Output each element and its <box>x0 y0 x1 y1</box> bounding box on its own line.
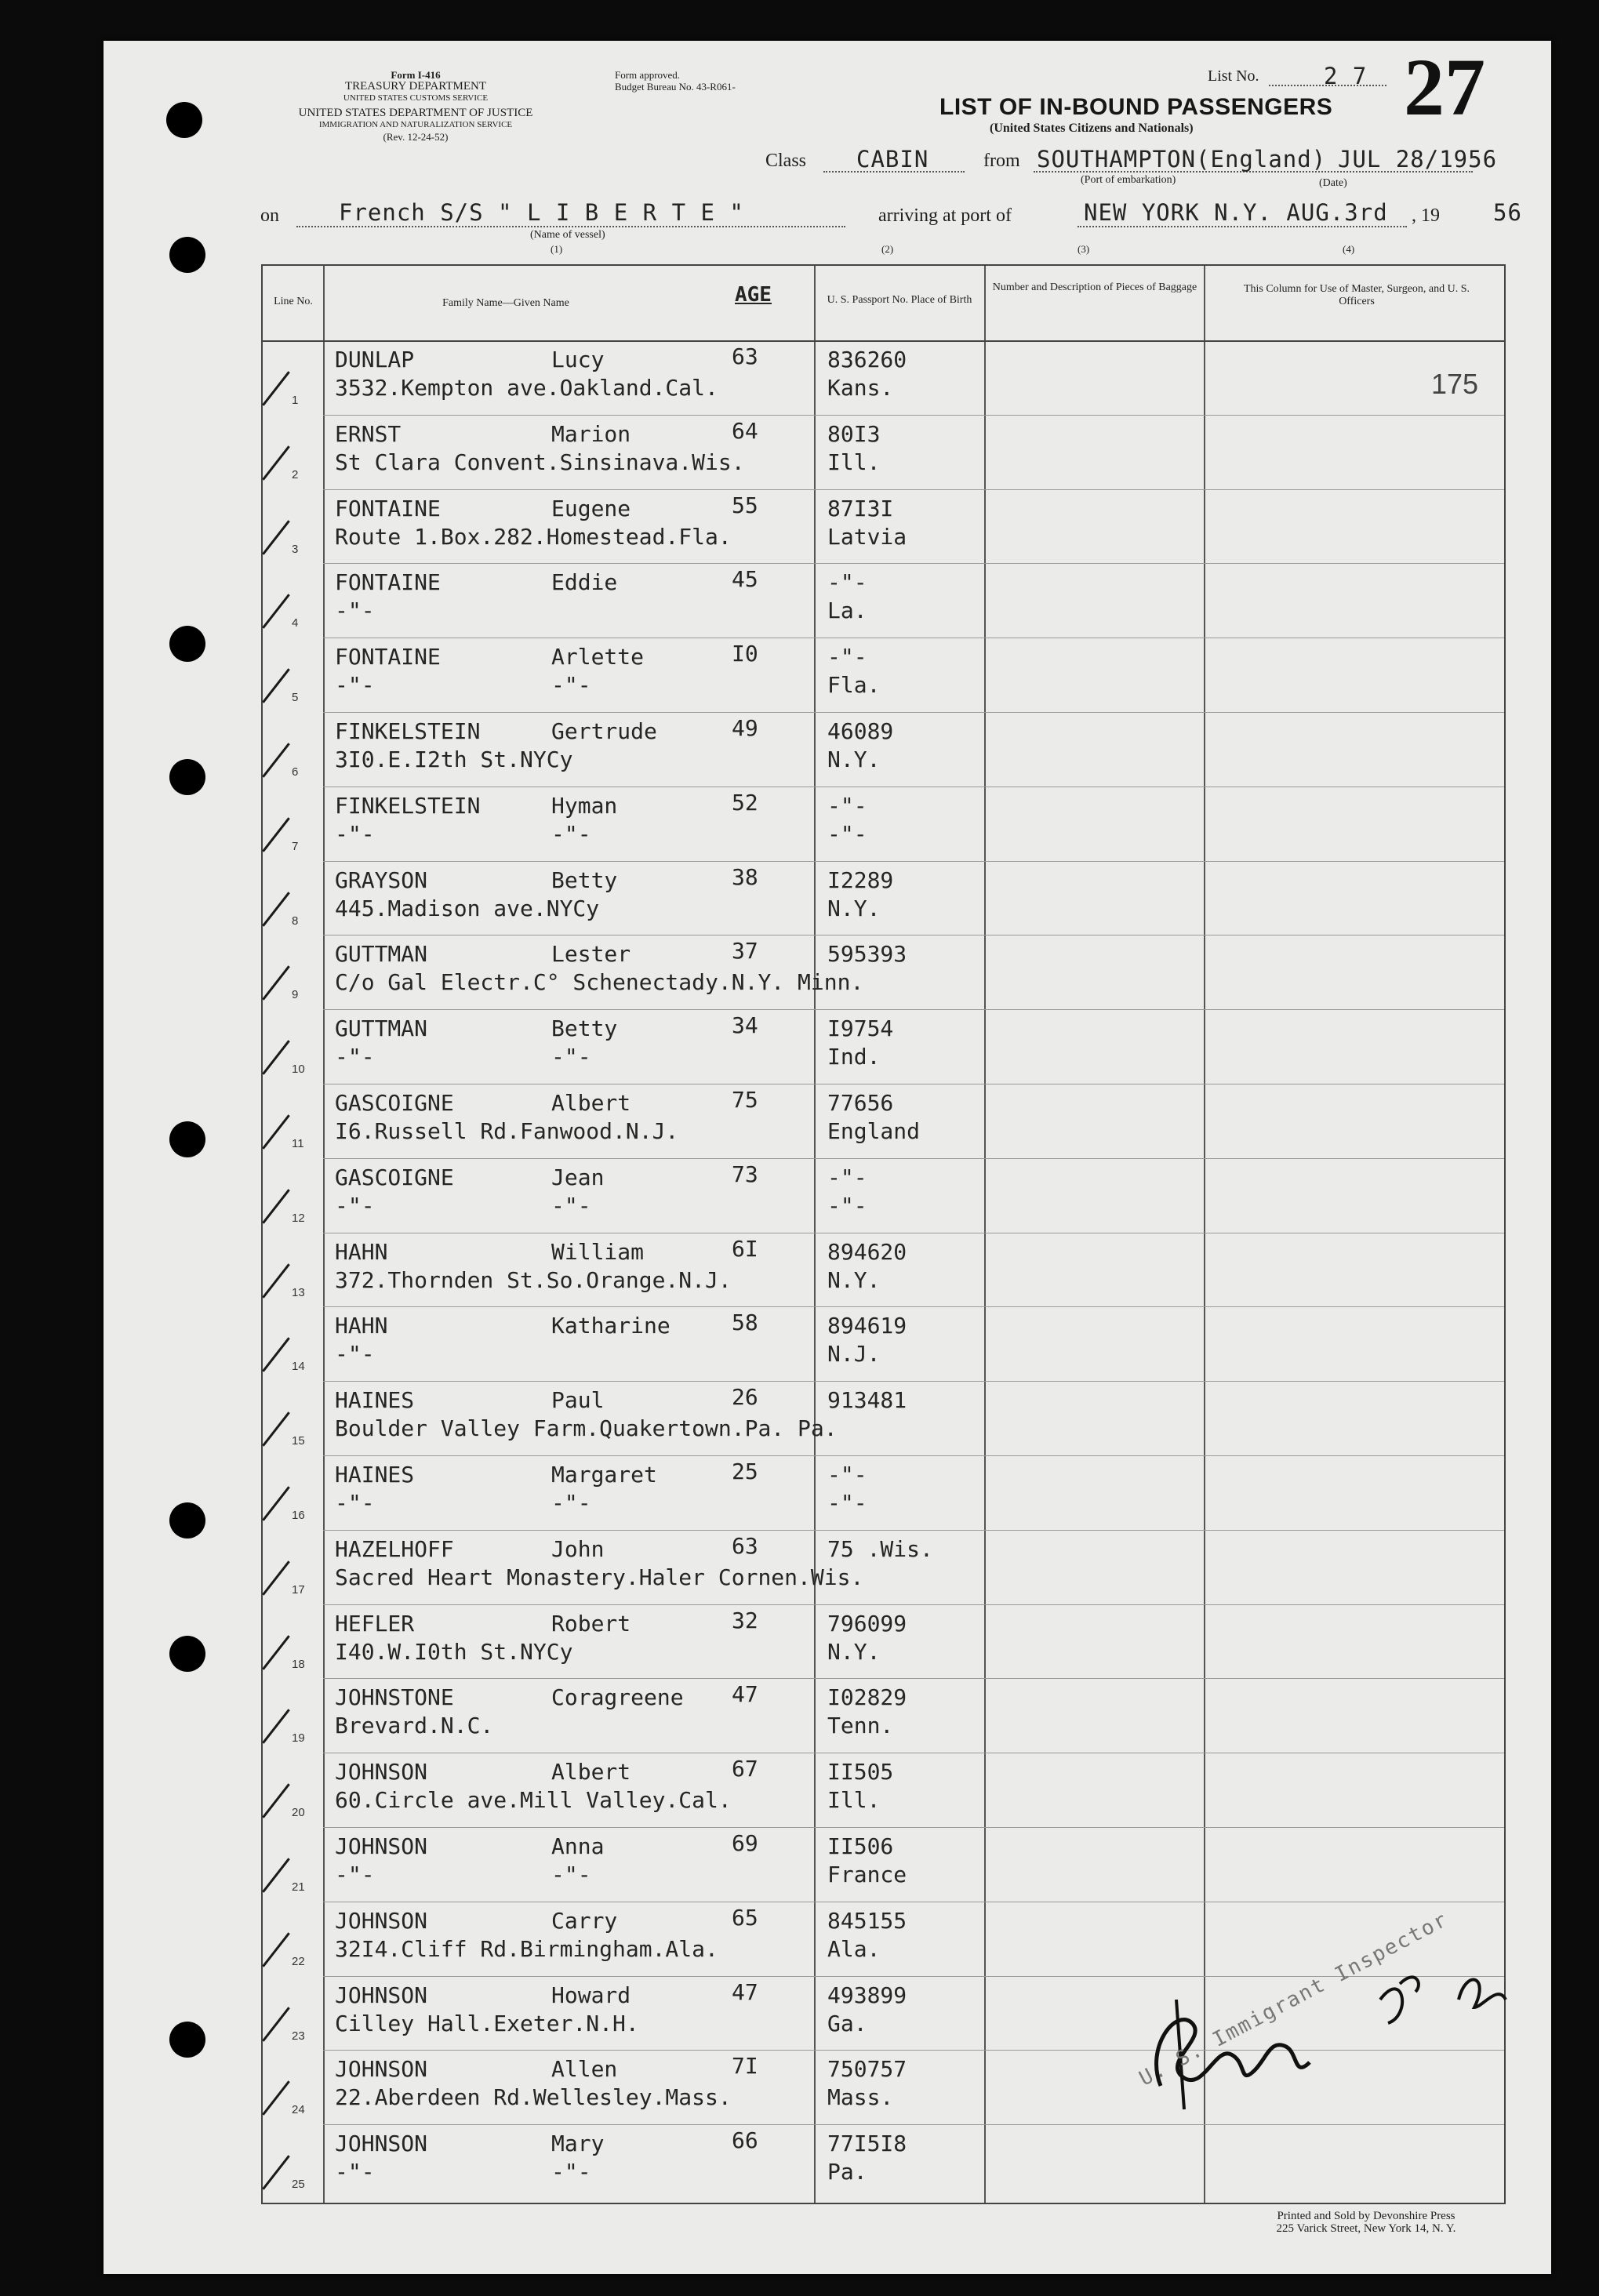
line-number: 17 <box>292 1582 305 1597</box>
row-divider <box>323 1827 1504 1828</box>
family-name: FONTAINE <box>335 495 441 521</box>
passport-no: 77I5I8 <box>827 2131 907 2157</box>
given-name: Betty <box>551 1015 618 1042</box>
line-number: 7 <box>292 839 299 853</box>
age: 65 <box>732 1904 758 1931</box>
place-of-birth: N.Y. <box>827 1266 881 1293</box>
table-row <box>263 1158 1504 1232</box>
line-number: 8 <box>292 914 299 928</box>
line-number: 18 <box>292 1657 305 1671</box>
age: 47 <box>732 1681 758 1708</box>
age: 47 <box>732 1978 758 2005</box>
handwritten-page-number: 27 <box>1404 42 1485 133</box>
row-divider <box>323 1158 1504 1159</box>
inspector-stamp: U. S. Immigrant Inspector <box>1136 1907 1452 2091</box>
place-of-birth: Latvia <box>827 523 907 550</box>
place-of-birth: Ind. <box>827 1044 881 1070</box>
table-row <box>263 787 1504 860</box>
family-name: JOHNSON <box>335 1907 428 1934</box>
given-name-ditto: -"- <box>551 820 591 847</box>
header-baggage: Number and Description of Pieces of Baggage <box>992 282 1197 293</box>
passport-no: I9754 <box>827 1015 894 1042</box>
table-row <box>263 1530 1504 1604</box>
address: 22.Aberdeen Rd.Wellesley.Mass. <box>335 2084 732 2111</box>
officer-note: 175 <box>1431 368 1479 400</box>
place-of-birth: Pa. <box>827 2159 867 2185</box>
address: I6.Russell Rd.Fanwood.N.J. <box>335 1118 679 1144</box>
col-num-4: (4) <box>1343 243 1355 255</box>
table-row <box>263 563 1504 637</box>
row-divider <box>323 1678 1504 1679</box>
given-name: Allen <box>551 2056 618 2083</box>
passport-no: II506 <box>827 1833 894 1859</box>
age: 38 <box>732 863 758 890</box>
family-name: FONTAINE <box>335 644 441 670</box>
line-number: 10 <box>292 1063 305 1077</box>
passenger-table <box>261 264 1506 2204</box>
header-age: AGE <box>735 283 772 307</box>
inspector-stamp-area <box>1129 1907 1537 2125</box>
given-name: Coragreene <box>551 1684 684 1711</box>
line-number: 16 <box>292 1509 305 1522</box>
check-mark <box>262 445 290 480</box>
place-of-birth: La. <box>827 598 867 624</box>
family-name: HEFLER <box>335 1610 415 1637</box>
check-mark <box>262 1709 290 1744</box>
budget-bureau: Budget Bureau No. 43-R061- <box>615 81 736 93</box>
family-name: GASCOIGNE <box>335 1164 454 1190</box>
passport-no: I2289 <box>827 866 894 893</box>
given-name: Carry <box>551 1907 618 1934</box>
check-mark <box>262 2155 290 2189</box>
address: Route 1.Box.282.Homestead.Fla. <box>335 523 732 550</box>
row-divider <box>323 712 1504 713</box>
place-of-birth: -"- <box>827 820 867 847</box>
date-caption: (Date) <box>1319 177 1347 189</box>
line-number: 3 <box>292 542 299 556</box>
check-mark <box>262 1040 290 1074</box>
address: Sacred Heart Monastery.Haler Cornen.Wis. <box>335 1564 864 1590</box>
family-name: FINKELSTEIN <box>335 792 481 819</box>
line-number: 25 <box>292 2178 305 2192</box>
family-name: FINKELSTEIN <box>335 718 481 744</box>
ins-service: IMMIGRATION AND NATURALIZATION SERVICE <box>318 120 513 129</box>
address: -"- <box>335 1192 375 1219</box>
address: Boulder Valley Farm.Quakertown.Pa. Pa. <box>335 1415 838 1442</box>
line-number: 4 <box>292 616 299 630</box>
address: C/o Gal Electr.C° Schenectady.N.Y. Minn. <box>335 969 864 996</box>
line-number: 1 <box>292 394 299 407</box>
given-name: Eddie <box>551 569 618 596</box>
given-name-ditto: -"- <box>551 1490 591 1516</box>
table-row <box>263 1084 1504 1157</box>
age: 67 <box>732 1756 758 1782</box>
family-name: GASCOIGNE <box>335 1090 454 1116</box>
row-divider <box>323 563 1504 564</box>
given-name: Mary <box>551 2131 605 2157</box>
header-name: Family Name—Given Name <box>442 297 569 309</box>
line-number: 6 <box>292 765 299 779</box>
check-mark <box>262 1560 290 1595</box>
table-row <box>263 712 1504 786</box>
passport-no: 913481 <box>827 1387 907 1414</box>
age: I0 <box>732 641 758 667</box>
family-name: FONTAINE <box>335 569 441 596</box>
given-name: Gertrude <box>551 718 657 744</box>
place-of-birth: Kans. <box>827 375 894 401</box>
line-number: 5 <box>292 691 299 705</box>
age: 26 <box>732 1384 758 1411</box>
justice-dept: UNITED STATES DEPARTMENT OF JUSTICE <box>298 107 533 119</box>
place-of-birth: France <box>827 1862 907 1887</box>
family-name: JOHNSON <box>335 2131 428 2157</box>
age: 34 <box>732 1012 758 1039</box>
signature-text <box>1396 1984 1398 1985</box>
given-name: Robert <box>551 1610 631 1637</box>
address: 60.Circle ave.Mill Valley.Cal. <box>335 1787 732 1814</box>
given-name: Arlette <box>551 644 645 670</box>
table-row <box>263 1455 1504 1529</box>
table-row <box>263 2124 1504 2198</box>
printer-address: 225 Varick Street, New York 14, N. Y. <box>1276 2222 1456 2235</box>
check-mark <box>262 892 290 926</box>
passport-no: -"- <box>827 792 867 819</box>
check-mark <box>262 520 290 554</box>
given-name: Albert <box>551 1759 631 1786</box>
table-row <box>263 1827 1504 1901</box>
revision: (Rev. 12-24-52) <box>383 131 449 143</box>
given-name: Margaret <box>551 1462 657 1488</box>
table-row <box>263 1233 1504 1306</box>
passport-no: 836260 <box>827 347 907 372</box>
table-row <box>263 1009 1504 1083</box>
check-mark <box>262 1411 290 1446</box>
family-name: JOHNSTONE <box>335 1684 454 1711</box>
table-row <box>263 861 1504 935</box>
printer-name: Printed and Sold by Devonshire Press <box>1277 2210 1455 2222</box>
given-name-ditto: -"- <box>551 2159 591 2185</box>
line-number: 11 <box>292 1137 304 1150</box>
check-mark <box>262 2081 290 2116</box>
year-suffix: 56 <box>1493 199 1522 226</box>
given-name-ditto: -"- <box>551 1192 591 1219</box>
passport-no: I02829 <box>827 1684 907 1711</box>
list-no-label: List No. <box>1208 67 1259 85</box>
given-name: Hyman <box>551 792 618 819</box>
passport-no: 894620 <box>827 1238 907 1265</box>
port-caption: (Port of embarkation) <box>1081 174 1176 186</box>
line-number: 14 <box>292 1360 305 1374</box>
from-label: from <box>983 151 1020 171</box>
punch-hole <box>169 759 205 795</box>
punch-hole <box>169 626 205 662</box>
row-divider <box>323 1604 1504 1605</box>
given-name: Albert <box>551 1090 631 1116</box>
address: Cilley Hall.Exeter.N.H. <box>335 2010 639 2036</box>
place-of-birth: Ala. <box>827 1935 881 1962</box>
age: 52 <box>732 789 758 816</box>
address: St Clara Convent.Sinsinava.Wis. <box>335 449 745 475</box>
given-name: Jean <box>551 1164 605 1190</box>
family-name: GRAYSON <box>335 866 428 893</box>
table-row <box>263 415 1504 489</box>
table-row <box>263 1678 1504 1752</box>
address: -"- <box>335 598 375 624</box>
printer-block <box>1225 2210 1507 2235</box>
given-name: Betty <box>551 866 618 893</box>
family-name: JOHNSON <box>335 1833 428 1859</box>
given-name-ditto: -"- <box>551 1862 591 1887</box>
place-of-birth: N.Y. <box>827 1638 881 1665</box>
arriving-label: arriving at port of <box>878 205 1012 226</box>
check-mark <box>262 1263 290 1298</box>
check-mark <box>262 966 290 1001</box>
family-name: JOHNSON <box>335 2056 428 2083</box>
passport-no: 75 .Wis. <box>827 1535 933 1562</box>
on-label: on <box>260 205 279 226</box>
given-name-ditto: -"- <box>551 1044 591 1070</box>
given-name: William <box>551 1238 645 1265</box>
family-name: JOHNSON <box>335 1759 428 1786</box>
address: 3I0.E.I2th St.NYCy <box>335 747 573 772</box>
place-of-birth: N.J. <box>827 1341 881 1368</box>
class-value: CABIN <box>856 146 929 173</box>
line-number: 21 <box>292 1880 305 1894</box>
age: 49 <box>732 715 758 741</box>
place-of-birth: N.Y. <box>827 747 881 772</box>
document-title: LIST OF IN-BOUND PASSENGERS <box>939 94 1333 120</box>
age: 73 <box>732 1161 758 1187</box>
table-row <box>263 489 1504 563</box>
col-num-2: (2) <box>881 243 894 255</box>
row-divider <box>323 861 1504 862</box>
punch-hole <box>166 102 202 138</box>
address: -"- <box>335 1341 375 1368</box>
family-name: HAZELHOFF <box>335 1535 454 1562</box>
address: -"- <box>335 1044 375 1070</box>
punch-hole <box>169 2022 205 2058</box>
line-number: 2 <box>292 467 299 481</box>
family-name: HAHN <box>335 1313 388 1339</box>
age: 6I <box>732 1235 758 1262</box>
address: 3532.Kempton ave.Oakland.Cal. <box>335 375 718 401</box>
check-mark <box>262 1114 290 1149</box>
age: 7I <box>732 2053 758 2080</box>
row-divider <box>323 1381 1504 1382</box>
age: 66 <box>732 2127 758 2154</box>
passport-no: 894619 <box>827 1313 907 1339</box>
age: 63 <box>732 343 758 369</box>
form-header-block <box>251 69 580 143</box>
family-name: HAHN <box>335 1238 388 1265</box>
passport-no: 493899 <box>827 1982 907 2008</box>
col-num-3: (3) <box>1078 243 1090 255</box>
family-name: ERNST <box>335 420 402 447</box>
given-name: Eugene <box>551 495 631 521</box>
place-of-birth: Ill. <box>827 449 881 475</box>
age: 75 <box>732 1087 758 1113</box>
line-number: 13 <box>292 1285 305 1299</box>
passport-no: 46089 <box>827 718 894 744</box>
passport-no: 80I3 <box>827 420 881 447</box>
check-mark <box>262 743 290 777</box>
given-name: Lucy <box>551 347 605 372</box>
passport-no: -"- <box>827 644 867 670</box>
age: 25 <box>732 1459 758 1484</box>
given-name-ditto: -"- <box>551 672 591 699</box>
address: -"- <box>335 820 375 847</box>
line-number: 20 <box>292 1806 305 1820</box>
check-mark <box>262 1338 290 1372</box>
place-of-birth: Fla. <box>827 672 881 699</box>
line-number: 19 <box>292 1731 305 1746</box>
row-divider <box>323 415 1504 416</box>
check-mark <box>262 1635 290 1669</box>
punch-hole <box>169 237 205 273</box>
check-mark <box>262 2007 290 2041</box>
given-name: Lester <box>551 941 631 968</box>
header-officers: This Column for Use of Master, Surgeon, and U. S. Officers <box>1243 283 1470 307</box>
place-of-birth: England <box>827 1118 921 1144</box>
year-prefix: , 19 <box>1412 205 1440 226</box>
passport-no: 796099 <box>827 1610 907 1637</box>
passport-no: 845155 <box>827 1907 907 1934</box>
age: 63 <box>732 1532 758 1559</box>
vessel-name: French S/S " L I B E R T E " <box>339 199 744 226</box>
place-of-birth: -"- <box>827 1192 867 1219</box>
check-mark <box>262 371 290 405</box>
check-mark <box>262 1932 290 1967</box>
class-label: Class <box>765 151 807 171</box>
age: 37 <box>732 938 758 965</box>
place-of-birth: Mass. <box>827 2084 894 2111</box>
table-row <box>263 935 1504 1008</box>
family-name: HAINES <box>335 1387 415 1414</box>
embarkation-date: JUL 28/1956 <box>1338 146 1498 173</box>
age: 32 <box>732 1607 758 1633</box>
given-name: Marion <box>551 420 631 447</box>
address: -"- <box>335 2159 375 2185</box>
family-name: DUNLAP <box>335 347 415 372</box>
punch-hole <box>169 1121 205 1157</box>
place-of-birth: N.Y. <box>827 895 881 921</box>
given-name: Katharine <box>551 1313 670 1339</box>
address: Brevard.N.C. <box>335 1713 494 1739</box>
address: 372.Thornden St.So.Orange.N.J. <box>335 1266 732 1293</box>
address: -"- <box>335 672 375 699</box>
document-subtitle: (United States Citizens and Nationals) <box>990 122 1194 135</box>
line-number: 23 <box>292 2029 305 2043</box>
place-of-birth: Tenn. <box>827 1713 894 1739</box>
age: 55 <box>732 492 758 518</box>
punch-hole <box>169 1502 205 1539</box>
place-of-birth: Ga. <box>827 2010 867 2036</box>
address: I40.W.I0th St.NYCy <box>335 1638 573 1665</box>
table-row <box>263 1381 1504 1455</box>
passport-no: -"- <box>827 1164 867 1190</box>
check-mark <box>262 1783 290 1818</box>
row-divider <box>323 1530 1504 1531</box>
line-number: 24 <box>292 2103 305 2117</box>
col-num-1: (1) <box>551 243 563 255</box>
header-passport: U. S. Passport No. Place of Birth <box>827 294 972 306</box>
row-divider <box>323 1455 1504 1456</box>
age: 64 <box>732 417 758 444</box>
form-approved: Form approved. <box>615 69 681 81</box>
address: -"- <box>335 1490 375 1516</box>
treasury-dept: TREASURY DEPARTMENT <box>344 80 487 93</box>
check-mark <box>262 668 290 703</box>
header-line-no: Line No. <box>274 296 313 307</box>
arrival-port-date: NEW YORK N.Y. AUG.3rd <box>1084 199 1388 226</box>
row-divider <box>323 489 1504 490</box>
line-number: 22 <box>292 1954 305 1968</box>
table-row <box>263 1753 1504 1826</box>
port-of-embarkation: SOUTHAMPTON(England) <box>1037 146 1327 173</box>
punch-hole <box>169 1636 205 1672</box>
list-no-value: 2 7 <box>1324 63 1368 89</box>
approval-block <box>615 69 736 93</box>
family-name: JOHNSON <box>335 1982 428 2008</box>
check-mark <box>262 1858 290 1892</box>
family-name: HAINES <box>335 1462 415 1488</box>
line-number: 9 <box>292 988 299 1002</box>
passport-no: 750757 <box>827 2056 907 2083</box>
table-row <box>263 1306 1504 1380</box>
given-name: Anna <box>551 1833 605 1859</box>
address: -"- <box>335 1862 375 1887</box>
check-mark <box>262 594 290 629</box>
row-divider <box>323 1009 1504 1010</box>
place-of-birth: Ill. <box>827 1787 881 1814</box>
vessel-caption: (Name of vessel) <box>530 229 605 241</box>
form-number: Form I-416 <box>391 69 441 81</box>
line-number: 15 <box>292 1434 305 1448</box>
given-name: John <box>551 1535 605 1562</box>
address: 445.Madison ave.NYCy <box>335 895 600 921</box>
family-name: GUTTMAN <box>335 1015 428 1042</box>
given-name: Paul <box>551 1387 605 1414</box>
check-mark <box>262 1189 290 1223</box>
passport-no: II505 <box>827 1759 894 1786</box>
table-row <box>263 340 1504 414</box>
line-number: 12 <box>292 1211 305 1225</box>
row-divider <box>323 1306 1504 1307</box>
customs-service: UNITED STATES CUSTOMS SERVICE <box>343 93 489 103</box>
age: 58 <box>732 1310 758 1336</box>
age: 69 <box>732 1830 758 1856</box>
place-of-birth: -"- <box>827 1490 867 1516</box>
table-row <box>263 1604 1504 1678</box>
passport-no: 77656 <box>827 1090 894 1116</box>
given-name: Howard <box>551 1982 631 2008</box>
age: 45 <box>732 566 758 593</box>
table-row <box>263 638 1504 711</box>
passport-no: 87I3I <box>827 495 894 521</box>
check-mark <box>262 817 290 852</box>
check-mark <box>262 1486 290 1520</box>
passport-no: 595393 <box>827 941 907 968</box>
passport-no: -"- <box>827 1462 867 1488</box>
family-name: GUTTMAN <box>335 941 428 968</box>
passport-no: -"- <box>827 569 867 596</box>
address: 32I4.Cliff Rd.Birmingham.Ala. <box>335 1935 718 1962</box>
